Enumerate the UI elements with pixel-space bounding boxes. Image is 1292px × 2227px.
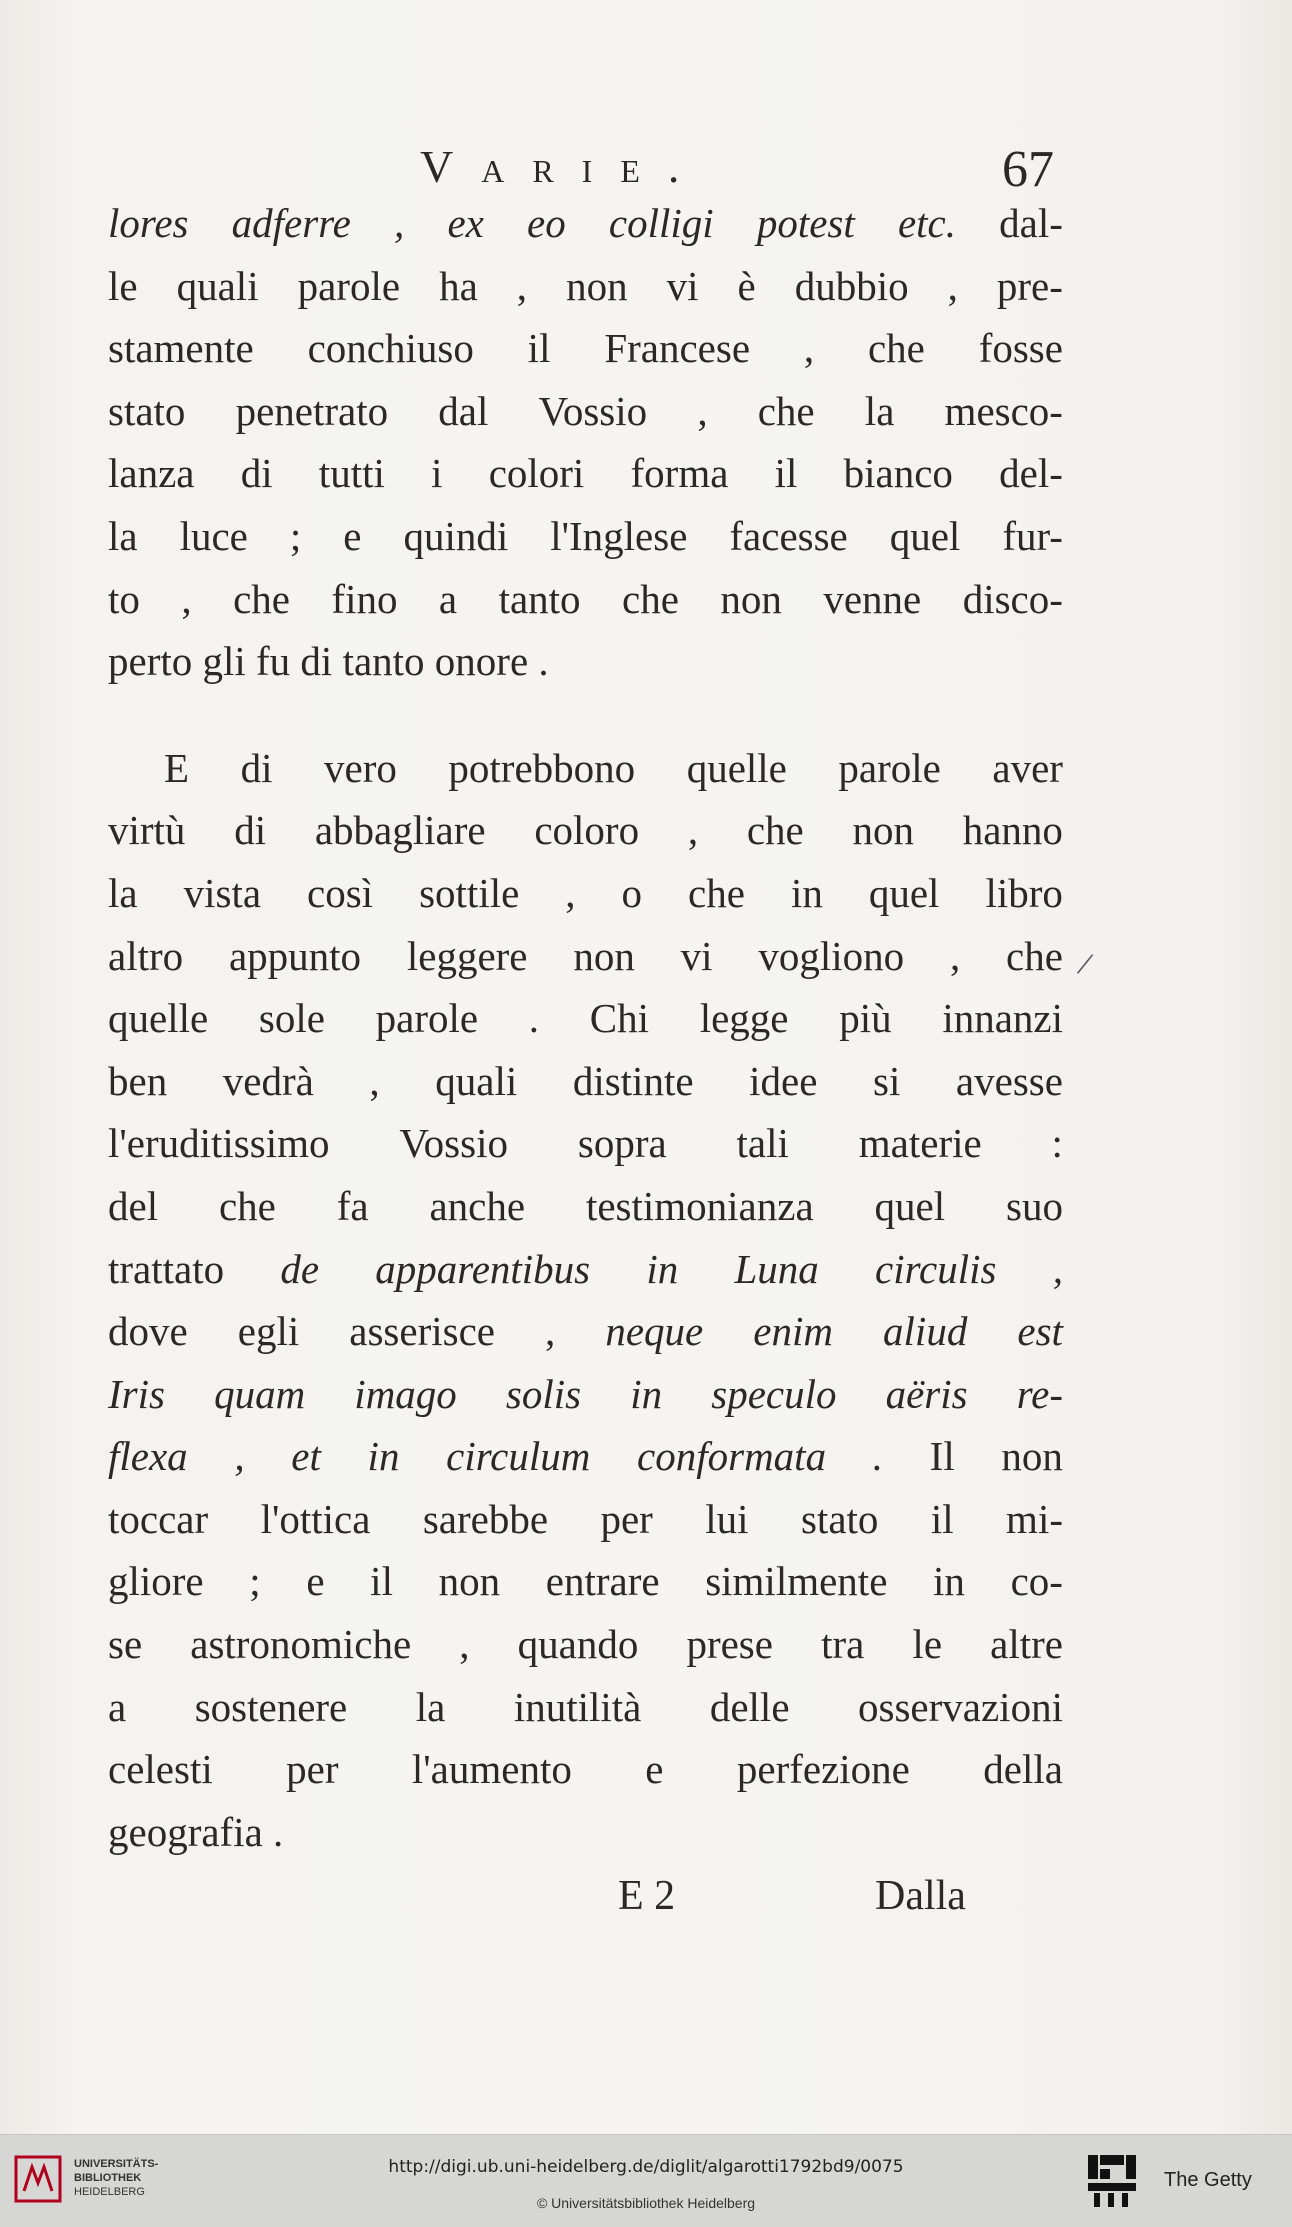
text-line	[108, 1238, 1063, 1301]
word: stato	[108, 387, 186, 434]
word: in	[367, 1433, 400, 1480]
page-footer	[0, 1872, 1292, 1932]
word: sottile	[419, 869, 520, 916]
word: lui	[705, 1495, 749, 1542]
word: asserisce	[349, 1308, 495, 1355]
word: de	[280, 1245, 320, 1292]
word: ,	[1052, 1245, 1063, 1292]
word: ,	[687, 807, 699, 854]
permalink-url[interactable]: http://digi.ub.uni-heidelberg.de/diglit/algarotti1792bd9/0075	[388, 2157, 904, 2177]
word: fosse	[978, 325, 1063, 372]
word: pre-	[996, 262, 1063, 309]
word: ,	[545, 1308, 556, 1355]
word: e	[343, 512, 362, 559]
word: non	[1001, 1433, 1063, 1480]
word: inutilità	[513, 1683, 642, 1730]
word: ,	[565, 869, 576, 916]
word: tra	[821, 1621, 865, 1668]
word: vedrà	[222, 1057, 314, 1104]
word: l'Inglese	[550, 512, 688, 559]
word: parole	[375, 995, 479, 1042]
word: del	[108, 1182, 159, 1229]
word: Luna	[734, 1245, 819, 1292]
word: quel	[889, 512, 961, 559]
word: vi	[666, 262, 699, 309]
text-line	[108, 1613, 1063, 1676]
word: altro	[108, 932, 184, 979]
word: mi-	[1006, 1495, 1063, 1542]
word: materie	[858, 1120, 982, 1167]
word: eo	[527, 200, 566, 246]
word: quelle	[686, 744, 787, 791]
word: altre	[990, 1621, 1063, 1668]
word: venne	[823, 575, 922, 622]
word: suo	[1006, 1182, 1063, 1229]
text-line	[108, 630, 1063, 693]
word: dal-	[999, 200, 1063, 246]
catchword: Dalla	[875, 1873, 966, 1919]
word: che	[622, 575, 679, 622]
word: astronomiche	[190, 1621, 412, 1668]
word: sarebbe	[422, 1495, 549, 1542]
word: adferre	[231, 200, 351, 246]
word: ,	[181, 575, 192, 622]
word: tutti	[318, 450, 385, 497]
word: colligi	[608, 200, 714, 246]
word: celesti	[108, 1746, 213, 1793]
word: non	[573, 932, 635, 979]
word: circulum	[446, 1433, 591, 1480]
word: lanza	[108, 450, 195, 497]
word: .	[528, 995, 540, 1042]
word: et	[291, 1433, 321, 1480]
word: quelle	[108, 995, 209, 1042]
word: quindi	[403, 512, 509, 559]
word: mesco-	[944, 387, 1063, 434]
text-line	[108, 987, 1063, 1050]
word: re-	[1016, 1370, 1063, 1417]
word: :	[1051, 1120, 1063, 1167]
word: e	[306, 1558, 325, 1605]
word: appunto	[228, 932, 362, 979]
word: tali	[736, 1120, 789, 1167]
text-line	[108, 1488, 1063, 1551]
word: non	[720, 575, 782, 622]
text-line	[108, 505, 1063, 568]
word: ;	[289, 512, 302, 559]
getty-label: The Getty	[1164, 2169, 1252, 2191]
word: testimonianza	[585, 1182, 814, 1229]
word: ex	[447, 200, 484, 246]
word: leggere	[406, 932, 528, 979]
word: le	[912, 1621, 943, 1668]
word: vi	[680, 932, 713, 979]
word: solis	[505, 1370, 582, 1417]
word: che	[746, 807, 804, 854]
word: toccar	[108, 1495, 209, 1542]
text-segment: perto gli fu di tanto onore .	[108, 638, 549, 685]
word: aver	[992, 744, 1063, 791]
word: ,	[394, 200, 405, 246]
word: ,	[803, 325, 815, 372]
word: conchiuso	[307, 325, 474, 372]
word: avesse	[955, 1057, 1063, 1104]
word: l'eruditissimo	[108, 1120, 330, 1167]
word: gliore	[108, 1558, 204, 1605]
word: la	[864, 387, 895, 434]
text-line	[108, 380, 1063, 443]
word: conformata	[637, 1433, 827, 1480]
word: osservazioni	[858, 1683, 1063, 1730]
text-segment: geografia .	[108, 1808, 284, 1855]
word: fur-	[1002, 512, 1063, 559]
word: similmente	[705, 1558, 888, 1605]
word: fa	[336, 1182, 369, 1229]
word: potest	[756, 200, 855, 246]
word: stato	[800, 1495, 879, 1542]
word: che	[218, 1182, 276, 1229]
word: egli	[237, 1308, 300, 1355]
text-line	[108, 862, 1063, 925]
word: vista	[183, 869, 262, 916]
page-header	[0, 140, 1292, 200]
word: ,	[697, 387, 708, 434]
word: è	[737, 262, 756, 309]
word: a	[108, 1683, 127, 1730]
word: la	[108, 869, 138, 916]
word: aëris	[885, 1370, 968, 1417]
word: quam	[214, 1370, 306, 1417]
word: che	[867, 325, 925, 372]
word: quali	[435, 1057, 518, 1104]
text-line	[108, 1300, 1063, 1363]
word: facesse	[729, 512, 848, 559]
word: e	[645, 1746, 664, 1793]
word: neque	[605, 1308, 704, 1355]
word: forma	[630, 450, 729, 497]
word: della	[983, 1746, 1063, 1793]
word: tanto	[498, 575, 581, 622]
word: il	[774, 450, 798, 497]
word: to	[108, 575, 140, 622]
word: dove	[108, 1308, 188, 1355]
word: perfezione	[736, 1746, 910, 1793]
word: E	[164, 744, 190, 791]
word: potrebbono	[448, 744, 636, 791]
word: che	[757, 387, 815, 434]
word: dubbio	[794, 262, 909, 309]
word: lores	[108, 200, 189, 246]
word: di	[240, 450, 273, 497]
word: le	[108, 262, 138, 309]
body-text	[108, 192, 1063, 1863]
word: Vossio	[538, 387, 648, 434]
getty-logo[interactable]	[1086, 2153, 1286, 2213]
word: ,	[459, 1621, 470, 1668]
page-number: 67	[1002, 141, 1054, 198]
word: sostenere	[194, 1683, 348, 1730]
logo-text-line: BIBLIOTHEK	[74, 2172, 142, 2184]
word: ben	[108, 1057, 168, 1104]
word: Iris	[108, 1370, 165, 1417]
word: est	[1017, 1308, 1063, 1355]
word: quando	[517, 1621, 639, 1668]
word: l'aumento	[411, 1746, 572, 1793]
word: disco-	[962, 575, 1063, 622]
word: prese	[686, 1621, 773, 1668]
word: sole	[258, 995, 325, 1042]
word: libro	[985, 869, 1063, 916]
paragraph-break	[108, 693, 1063, 737]
word: a	[438, 575, 458, 622]
word: il	[930, 1495, 954, 1542]
word: apparentibus	[375, 1245, 591, 1292]
word: entrare	[545, 1558, 660, 1605]
word: fino	[331, 575, 398, 622]
word: la	[415, 1683, 446, 1730]
text-line	[108, 1425, 1063, 1488]
word: bianco	[843, 450, 953, 497]
word: quel	[868, 869, 940, 916]
word: quel	[874, 1182, 946, 1229]
word: Il	[929, 1433, 955, 1480]
word: che	[233, 575, 290, 622]
word: che	[688, 869, 745, 916]
word: Chi	[589, 995, 649, 1042]
text-line	[108, 317, 1063, 380]
word: anche	[429, 1182, 526, 1229]
text-line	[108, 1676, 1063, 1739]
word: innanzi	[942, 995, 1063, 1042]
word: luce	[179, 512, 248, 559]
word: idee	[749, 1057, 818, 1104]
word: abbagliare	[314, 807, 486, 854]
signature-mark: E 2	[618, 1873, 676, 1919]
copyright-notice: © Universitätsbibliothek Heidelberg	[536, 2195, 756, 2211]
word: hanno	[962, 807, 1063, 854]
word: del-	[999, 450, 1063, 497]
word: la	[108, 512, 138, 559]
word: ;	[249, 1558, 261, 1605]
word: si	[872, 1057, 901, 1104]
word: delle	[709, 1683, 790, 1730]
word: se	[108, 1621, 143, 1668]
word: in	[646, 1245, 679, 1292]
text-line	[108, 1050, 1063, 1113]
word: parole	[838, 744, 941, 791]
word: ,	[369, 1057, 380, 1104]
word: i	[431, 450, 443, 497]
word: in	[630, 1370, 663, 1417]
word: etc.	[897, 200, 956, 246]
word: che	[1006, 932, 1063, 979]
word: aliud	[883, 1308, 968, 1355]
word: o	[621, 869, 643, 916]
word: colori	[488, 450, 585, 497]
word: non	[566, 262, 628, 309]
word: quali	[176, 262, 259, 309]
text-line	[108, 925, 1063, 988]
getty-logo-icon	[1086, 2153, 1138, 2209]
word: di	[234, 807, 267, 854]
word: per	[286, 1746, 339, 1793]
word: speculo	[711, 1370, 837, 1417]
text-line	[108, 192, 1063, 255]
text-line	[108, 737, 1063, 800]
text-line	[108, 1175, 1063, 1238]
word: ,	[234, 1433, 245, 1480]
word: in	[790, 869, 823, 916]
word: vogliono	[758, 932, 905, 979]
word: ,	[949, 932, 961, 979]
text-line	[108, 799, 1063, 862]
text-line	[108, 442, 1063, 505]
word: circulis	[875, 1245, 997, 1292]
word: co-	[1010, 1558, 1063, 1605]
text-line	[108, 568, 1063, 631]
word: ,	[516, 262, 528, 309]
logo-text-line: UNIVERSITÄTS-	[74, 2158, 159, 2170]
word: ,	[947, 262, 958, 309]
word: parole	[297, 262, 401, 309]
word: coloro	[534, 807, 640, 854]
word: enim	[753, 1308, 833, 1355]
word: dal	[438, 387, 489, 434]
word: il	[527, 325, 551, 372]
pencil-mark: /	[1074, 945, 1096, 984]
logo-text-line: HEIDELBERG	[74, 2186, 145, 2198]
word: virtù	[108, 807, 186, 854]
word: trattato	[108, 1245, 225, 1292]
word: per	[600, 1495, 653, 1542]
text-line	[108, 1363, 1063, 1426]
text-line	[108, 255, 1063, 318]
word: in	[933, 1558, 965, 1605]
viewer-footer-bar	[0, 2134, 1292, 2227]
text-line	[108, 1550, 1063, 1613]
word: non	[852, 807, 914, 854]
word: il	[370, 1558, 393, 1605]
word: .	[872, 1433, 883, 1480]
word: l'ottica	[260, 1495, 371, 1542]
text-line	[108, 1801, 1063, 1864]
word: Francese	[604, 325, 751, 372]
text-line	[108, 1112, 1063, 1175]
text-line	[108, 1738, 1063, 1801]
word: stamente	[108, 325, 254, 372]
word: più	[839, 995, 892, 1042]
word: flexa	[108, 1433, 188, 1480]
word: penetrato	[235, 387, 389, 434]
word: di	[240, 744, 273, 791]
word: Vossio	[399, 1120, 508, 1167]
word: vero	[324, 744, 397, 791]
word: distinte	[572, 1057, 694, 1104]
word: sopra	[577, 1120, 667, 1167]
running-head: Varie.	[420, 141, 708, 192]
word: legge	[699, 995, 789, 1042]
word: imago	[354, 1370, 457, 1417]
word: così	[307, 869, 374, 916]
word: ha	[439, 262, 478, 309]
word: non	[438, 1558, 501, 1605]
